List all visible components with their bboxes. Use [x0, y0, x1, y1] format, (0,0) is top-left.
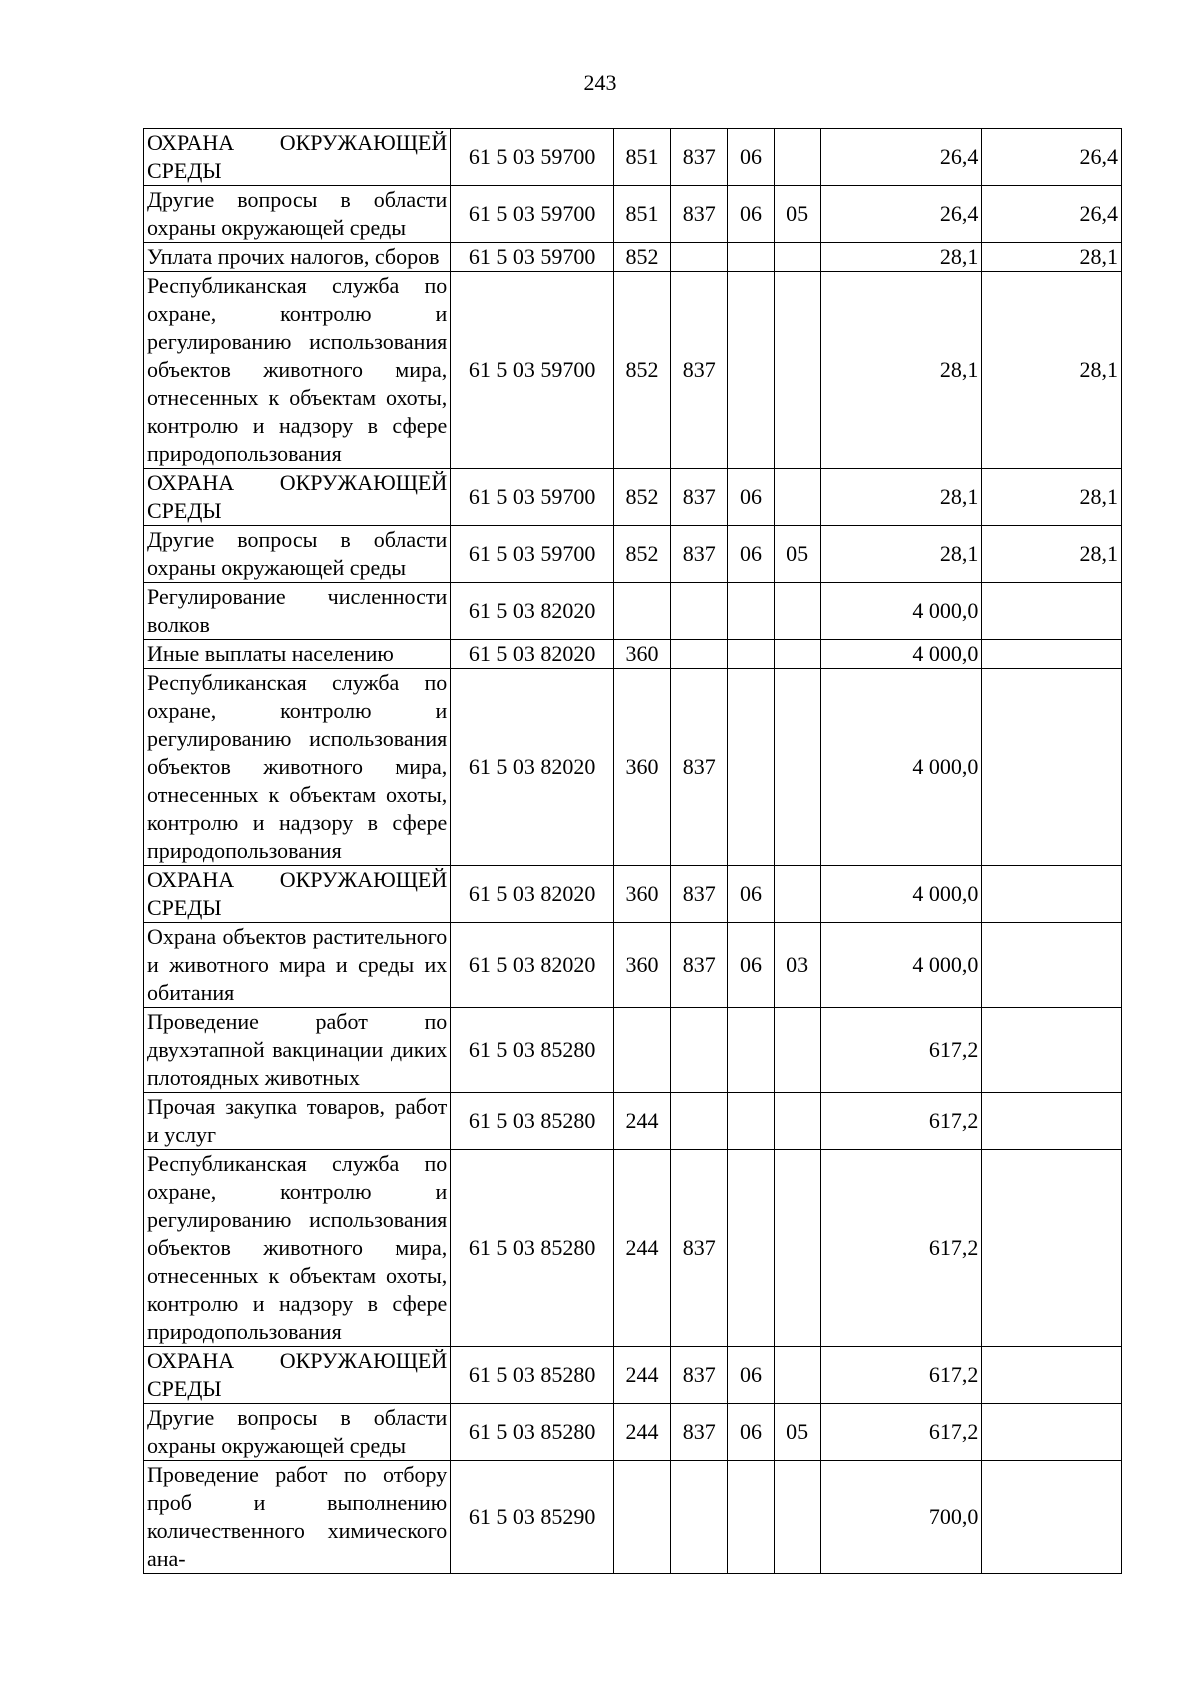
item-name-cell: Проведение работ по двухэтапной вакцинации диких плотоядных животных — [144, 1008, 451, 1093]
table-row — [144, 129, 1122, 186]
section-cell — [728, 1150, 774, 1347]
expense-type-cell: 244 — [613, 1347, 670, 1404]
amount-second-cell: 28,1 — [982, 469, 1122, 526]
section-cell — [728, 272, 774, 469]
target-code-cell: 61 5 03 82020 — [451, 640, 614, 669]
amount-cell: 28,1 — [820, 526, 982, 583]
section-cell: 06 — [728, 1404, 774, 1461]
section-cell: 06 — [728, 469, 774, 526]
admin-code-cell — [671, 583, 728, 640]
section-cell: 06 — [728, 186, 774, 243]
admin-code-cell: 837 — [671, 923, 728, 1008]
subsection-cell — [774, 243, 820, 272]
target-code-cell: 61 5 03 85280 — [451, 1347, 614, 1404]
amount-second-cell — [982, 866, 1122, 923]
table-row — [144, 669, 1122, 866]
amount-second-cell — [982, 1008, 1122, 1093]
target-code-cell: 61 5 03 82020 — [451, 583, 614, 640]
amount-cell: 4 000,0 — [820, 923, 982, 1008]
expense-type-cell: 851 — [613, 129, 670, 186]
item-name-cell: Регулирование численности волков — [144, 583, 451, 640]
amount-cell: 700,0 — [820, 1461, 982, 1574]
subsection-cell — [774, 1461, 820, 1574]
item-name-cell: ОХРАНА ОКРУЖАЮЩЕЙ СРЕДЫ — [144, 1347, 451, 1404]
subsection-cell: 05 — [774, 186, 820, 243]
target-code-cell: 61 5 03 59700 — [451, 243, 614, 272]
item-name-cell: Другие вопросы в области охраны окружающей среды — [144, 1404, 451, 1461]
admin-code-cell: 837 — [671, 526, 728, 583]
table-row — [144, 186, 1122, 243]
subsection-cell — [774, 469, 820, 526]
amount-cell: 28,1 — [820, 469, 982, 526]
section-cell: 06 — [728, 1347, 774, 1404]
subsection-cell — [774, 1150, 820, 1347]
amount-cell: 617,2 — [820, 1347, 982, 1404]
subsection-cell — [774, 866, 820, 923]
item-name-cell: Прочая закупка товаров, работ и услуг — [144, 1093, 451, 1150]
section-cell — [728, 1008, 774, 1093]
subsection-cell — [774, 669, 820, 866]
item-name-cell: Охрана объектов растительного и животного мира и среды их обитания — [144, 923, 451, 1008]
amount-cell: 4 000,0 — [820, 640, 982, 669]
amount-cell: 4 000,0 — [820, 866, 982, 923]
item-name-cell: Уплата прочих налогов, сборов — [144, 243, 451, 272]
expense-type-cell: 852 — [613, 243, 670, 272]
expense-type-cell: 244 — [613, 1093, 670, 1150]
target-code-cell: 61 5 03 59700 — [451, 186, 614, 243]
admin-code-cell — [671, 1461, 728, 1574]
subsection-cell — [774, 1347, 820, 1404]
admin-code-cell — [671, 1093, 728, 1150]
item-name-cell: ОХРАНА ОКРУЖАЮЩЕЙ СРЕДЫ — [144, 469, 451, 526]
amount-cell: 617,2 — [820, 1008, 982, 1093]
item-name-cell: Республиканская служба по охране, контролю и регулированию использования объектов животного мира, отнесенных к объектам охоты, контролю и надзору в сфере природопользования — [144, 272, 451, 469]
target-code-cell: 61 5 03 85280 — [451, 1150, 614, 1347]
amount-second-cell: 26,4 — [982, 129, 1122, 186]
table-row — [144, 1150, 1122, 1347]
table-row — [144, 866, 1122, 923]
subsection-cell: 05 — [774, 1404, 820, 1461]
admin-code-cell: 837 — [671, 1150, 728, 1347]
table-row — [144, 1347, 1122, 1404]
target-code-cell: 61 5 03 85280 — [451, 1093, 614, 1150]
admin-code-cell — [671, 1008, 728, 1093]
section-cell: 06 — [728, 526, 774, 583]
amount-second-cell — [982, 640, 1122, 669]
subsection-cell: 05 — [774, 526, 820, 583]
target-code-cell: 61 5 03 82020 — [451, 866, 614, 923]
expense-type-cell: 852 — [613, 526, 670, 583]
expense-type-cell: 851 — [613, 186, 670, 243]
admin-code-cell: 837 — [671, 469, 728, 526]
table-row — [144, 526, 1122, 583]
item-name-cell: Иные выплаты населению — [144, 640, 451, 669]
admin-code-cell — [671, 640, 728, 669]
table-row — [144, 583, 1122, 640]
amount-cell: 617,2 — [820, 1093, 982, 1150]
expense-type-cell — [613, 1008, 670, 1093]
budget-table — [143, 128, 1122, 1574]
section-cell — [728, 669, 774, 866]
section-cell: 06 — [728, 866, 774, 923]
target-code-cell: 61 5 03 59700 — [451, 469, 614, 526]
admin-code-cell: 837 — [671, 866, 728, 923]
amount-cell: 4 000,0 — [820, 583, 982, 640]
subsection-cell — [774, 272, 820, 469]
section-cell — [728, 640, 774, 669]
table-row — [144, 640, 1122, 669]
expense-type-cell — [613, 583, 670, 640]
expense-type-cell: 852 — [613, 272, 670, 469]
item-name-cell: Республиканская служба по охране, контролю и регулированию использования объектов животного мира, отнесенных к объектам охоты, контролю и надзору в сфере природопользования — [144, 669, 451, 866]
amount-cell: 4 000,0 — [820, 669, 982, 866]
amount-second-cell — [982, 1347, 1122, 1404]
target-code-cell: 61 5 03 85280 — [451, 1404, 614, 1461]
expense-type-cell: 360 — [613, 866, 670, 923]
amount-second-cell — [982, 1150, 1122, 1347]
item-name-cell: Республиканская служба по охране, контролю и регулированию использования объектов животного мира, отнесенных к объектам охоты, контролю и надзору в сфере природопользования — [144, 1150, 451, 1347]
section-cell: 06 — [728, 129, 774, 186]
table-row — [144, 243, 1122, 272]
item-name-cell: Другие вопросы в области охраны окружающей среды — [144, 526, 451, 583]
target-code-cell: 61 5 03 59700 — [451, 129, 614, 186]
item-name-cell: Проведение работ по отбору проб и выполнению количественного химического ана- — [144, 1461, 451, 1574]
table-body — [144, 129, 1122, 1574]
expense-type-cell: 360 — [613, 640, 670, 669]
admin-code-cell — [671, 243, 728, 272]
admin-code-cell: 837 — [671, 669, 728, 866]
amount-second-cell — [982, 1461, 1122, 1574]
table-row — [144, 1093, 1122, 1150]
amount-second-cell — [982, 923, 1122, 1008]
subsection-cell: 03 — [774, 923, 820, 1008]
amount-second-cell: 28,1 — [982, 243, 1122, 272]
amount-cell: 617,2 — [820, 1150, 982, 1347]
amount-second-cell — [982, 1093, 1122, 1150]
table-row — [144, 469, 1122, 526]
section-cell — [728, 583, 774, 640]
target-code-cell: 61 5 03 82020 — [451, 923, 614, 1008]
target-code-cell: 61 5 03 82020 — [451, 669, 614, 866]
target-code-cell: 61 5 03 59700 — [451, 272, 614, 469]
table-row — [144, 272, 1122, 469]
section-cell — [728, 1461, 774, 1574]
item-name-cell: ОХРАНА ОКРУЖАЮЩЕЙ СРЕДЫ — [144, 866, 451, 923]
table-row — [144, 1461, 1122, 1574]
target-code-cell: 61 5 03 85280 — [451, 1008, 614, 1093]
amount-cell: 26,4 — [820, 186, 982, 243]
amount-second-cell: 28,1 — [982, 526, 1122, 583]
table-row — [144, 923, 1122, 1008]
admin-code-cell: 837 — [671, 129, 728, 186]
table-row — [144, 1404, 1122, 1461]
expense-type-cell: 244 — [613, 1404, 670, 1461]
subsection-cell — [774, 583, 820, 640]
amount-cell: 28,1 — [820, 243, 982, 272]
table-row — [144, 1008, 1122, 1093]
subsection-cell — [774, 1093, 820, 1150]
subsection-cell — [774, 129, 820, 186]
amount-second-cell — [982, 669, 1122, 866]
page-number: 243 — [583, 70, 617, 95]
admin-code-cell: 837 — [671, 1347, 728, 1404]
expense-type-cell: 360 — [613, 923, 670, 1008]
expense-type-cell: 360 — [613, 669, 670, 866]
admin-code-cell: 837 — [671, 186, 728, 243]
subsection-cell — [774, 1008, 820, 1093]
item-name-cell: ОХРАНА ОКРУЖАЮЩЕЙ СРЕДЫ — [144, 129, 451, 186]
target-code-cell: 61 5 03 85290 — [451, 1461, 614, 1574]
target-code-cell: 61 5 03 59700 — [451, 526, 614, 583]
section-cell: 06 — [728, 923, 774, 1008]
admin-code-cell: 837 — [671, 272, 728, 469]
amount-second-cell: 26,4 — [982, 186, 1122, 243]
expense-type-cell — [613, 1461, 670, 1574]
item-name-cell: Другие вопросы в области охраны окружающей среды — [144, 186, 451, 243]
amount-cell: 28,1 — [820, 272, 982, 469]
amount-cell: 617,2 — [820, 1404, 982, 1461]
expense-type-cell: 852 — [613, 469, 670, 526]
amount-cell: 26,4 — [820, 129, 982, 186]
section-cell — [728, 1093, 774, 1150]
subsection-cell — [774, 640, 820, 669]
amount-second-cell — [982, 583, 1122, 640]
section-cell — [728, 243, 774, 272]
amount-second-cell — [982, 1404, 1122, 1461]
expense-type-cell: 244 — [613, 1150, 670, 1347]
amount-second-cell: 28,1 — [982, 272, 1122, 469]
admin-code-cell: 837 — [671, 1404, 728, 1461]
